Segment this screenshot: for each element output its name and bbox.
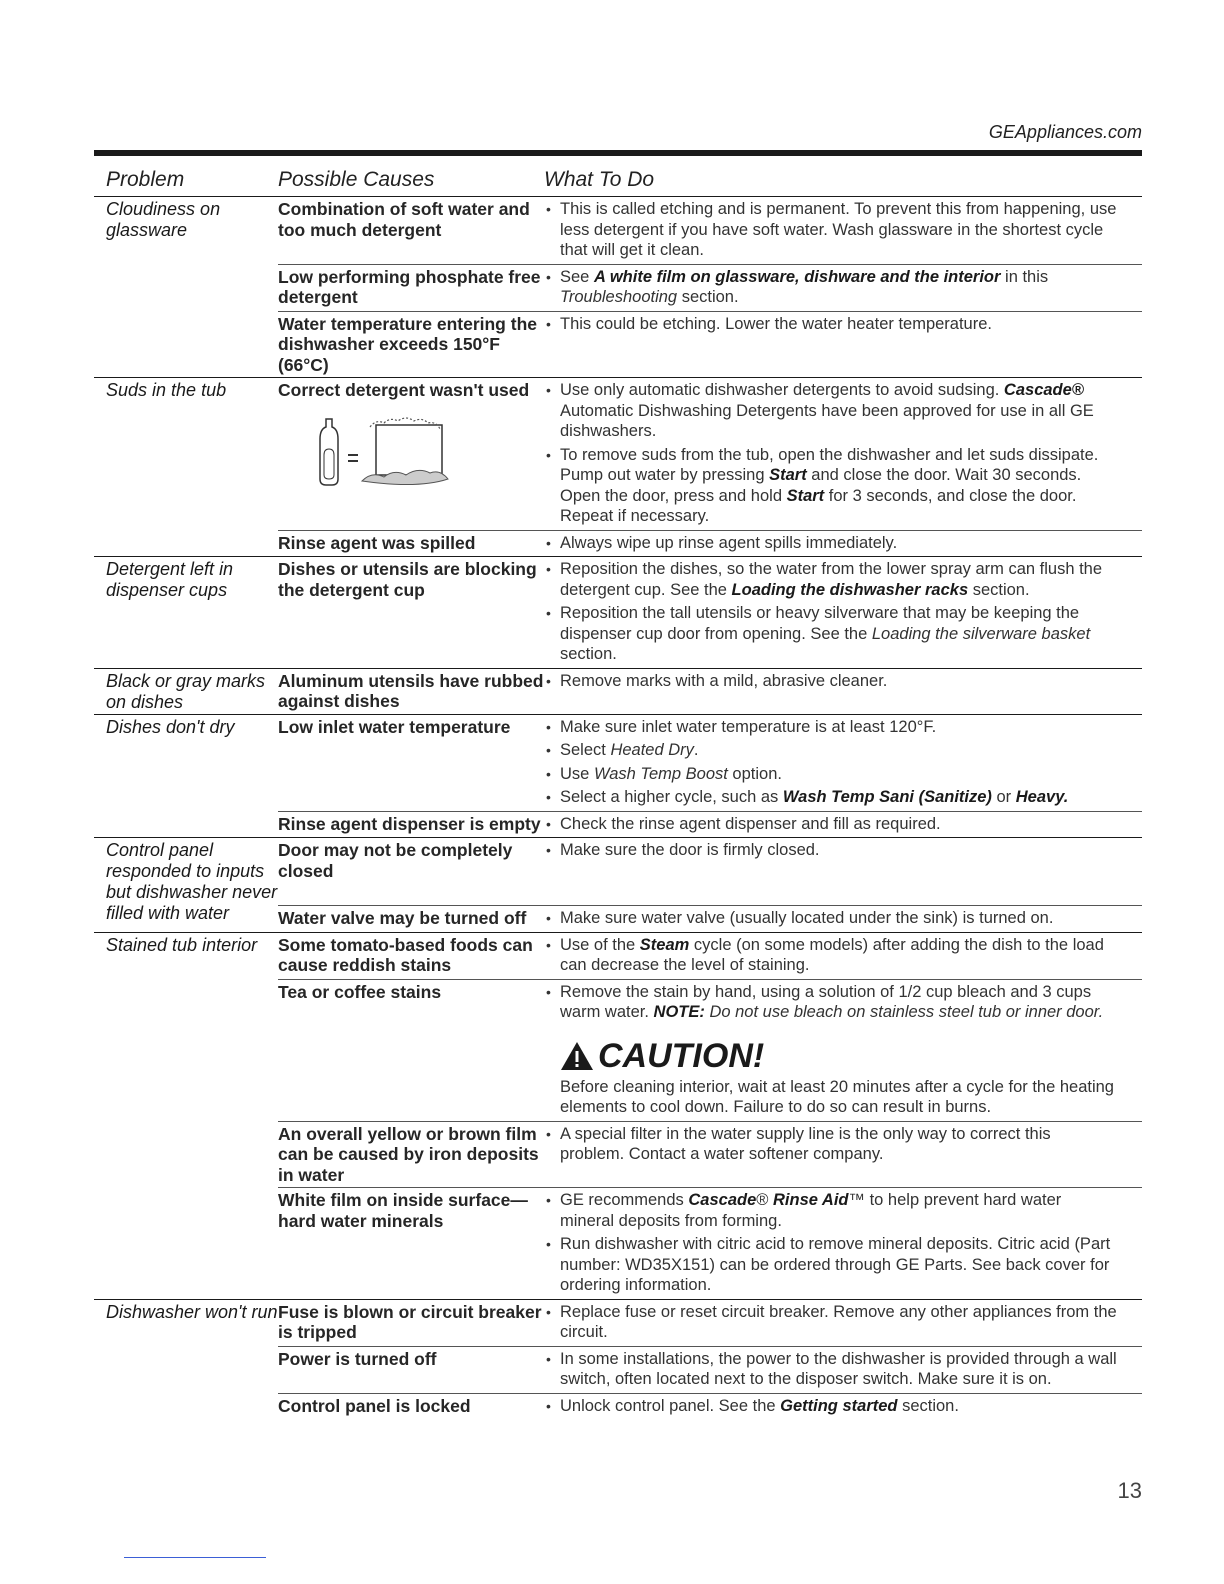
cause-text: Water valve may be turned off [278, 908, 527, 928]
todo-item: • In some installations, the power to the dishwasher is provided through a wall switch, often located next to the disposer switch. Make sure it is on. [544, 1349, 1118, 1390]
problem-label: Cloudiness on glassware [106, 199, 221, 240]
cause-text: Fuse is blown or circuit breaker is tripped [278, 1301, 542, 1342]
cause-row [278, 1346, 1142, 1393]
todo-item: • Unlock control panel. See the Getting started section. [544, 1396, 1118, 1417]
todo-item: • See A white film on glassware, dishware and the interior in this Troubleshooting section. [544, 267, 1118, 308]
todo-item: • Reposition the tall utensils or heavy silverware that may be keeping the dispenser cup door from opening. See the Loading the silverware basket section. [544, 603, 1118, 665]
table-header [94, 163, 1142, 197]
cause-text: An overall yellow or brown film can be caused by iron deposits in water [278, 1123, 539, 1185]
troubleshooting-table [94, 163, 1142, 1419]
cause-row [278, 933, 1142, 979]
problem-label: Dishwasher won't run [106, 1301, 278, 1322]
todo-item: • Use Wash Temp Boost option. [544, 764, 1118, 785]
todo-item: • Replace fuse or reset circuit breaker. Remove any other appliances from the circuit. [544, 1302, 1118, 1343]
problem-label: Stained tub interior [106, 934, 258, 955]
cause-text: Some tomato-based foods can cause reddish stains [278, 934, 533, 975]
page-number: 13 [1117, 1478, 1142, 1503]
cause-row [278, 1300, 1142, 1346]
cause-row [278, 838, 1142, 905]
todo-item: • Select a higher cycle, such as Wash Temp Sani (Sanitize) or Heavy. [544, 787, 1118, 808]
section-suds [94, 378, 1142, 557]
header-problem: Problem [106, 167, 185, 191]
problem-label: Detergent left in dispenser cups [106, 559, 234, 600]
cause-row [278, 1187, 1142, 1299]
header-causes: Possible Causes [278, 167, 435, 191]
cause-row [278, 264, 1142, 311]
todo-item: • This is called etching and is permanent. To prevent this from happening, use less detergent if you have soft water. Wash glassware in the shortest cycle that will get it clean. [544, 199, 1118, 261]
detergent-suds-illustration [298, 411, 458, 493]
cause-row [278, 811, 1142, 838]
todo-item: • Use only automatic dishwasher detergents to avoid sudsing. Cascade® Automatic Dishwashing Detergents have been approved for use in all GE dishwashers. [544, 380, 1118, 442]
caution-text: Before cleaning interior, wait at least 20 minutes after a cycle for the heating elements to cool down. Failure to do so can result in burns. [560, 1077, 1114, 1116]
cause-text: Power is turned off [278, 1348, 437, 1369]
header-todo: What To Do [544, 167, 655, 191]
todo-item: • Make sure water valve (usually located under the sink) is turned on. [544, 908, 1118, 929]
cause-text: Water temperature entering the dishwasher exceeds 150°F (66°C) [278, 313, 537, 375]
site-url: GEAppliances.com [988, 122, 1142, 142]
cause-text: Rinse agent was spilled [278, 532, 476, 553]
cause-text: Tea or coffee stains [278, 981, 442, 1002]
todo-item: • Make sure inlet water temperature is at least 120°F. [544, 717, 1118, 738]
section-detergent-left [94, 557, 1142, 669]
cause-row [278, 715, 1142, 811]
cause-row [278, 557, 1142, 668]
cause-row [278, 979, 1142, 1121]
problem-label: Suds in the tub [106, 380, 227, 400]
section-cloudiness [94, 197, 1142, 378]
footer-line [124, 1557, 266, 1558]
todo-item: • GE recommends Cascade® Rinse Aid™ to help prevent hard water mineral deposits from forming. [544, 1190, 1118, 1231]
cause-row [278, 311, 1142, 378]
problem-label: Control panel responded to inputs but dishwasher never filled with water [106, 840, 278, 923]
cause-text: Low performing phosphate free detergent [278, 266, 541, 307]
problem-label: Dishes don't dry [106, 716, 235, 737]
todo-item: • Make sure the door is firmly closed. [544, 840, 1118, 861]
caution-title: CAUTION! [598, 1036, 765, 1075]
todo-item: • To remove suds from the tub, open the dishwasher and let suds dissipate. Pump out water by pressing Start and close the door. Wait 30 seconds. Open the door, press and hold Start for 3 seconds, and close the door. Repeat if necessary. [544, 445, 1118, 527]
cause-row [278, 197, 1142, 264]
todo-item: • Always wipe up rinse agent spills immediately. [544, 533, 1118, 554]
cause-row [278, 1393, 1142, 1420]
cause-text: Correct detergent wasn't used [278, 378, 544, 530]
section-stained-tub [94, 933, 1142, 1300]
cause-text: Dishes or utensils are blocking the detergent cup [278, 559, 537, 600]
warning-triangle-icon [560, 1041, 594, 1071]
cause-row [278, 905, 1142, 932]
top-rule [94, 150, 1142, 156]
cause-text: Control panel is locked [278, 1395, 471, 1416]
cause-text: Aluminum utensils have rubbed against dishes [278, 670, 544, 711]
section-wont-run [94, 1300, 1142, 1420]
section-dishes-dont-dry [94, 715, 1142, 839]
cause-row [278, 669, 1142, 714]
todo-item: • Remove the stain by hand, using a solution of 1/2 cup bleach and 3 cups warm water. NOTE: Do not use bleach on stainless steel tub or inner door. [544, 982, 1118, 1023]
cause-row [278, 378, 1142, 530]
caution-box [544, 1037, 1118, 1118]
todo-item: • A special filter in the water supply line is the only way to correct this problem. Contact a water softener company. [544, 1124, 1118, 1165]
todo-item: • Run dishwasher with citric acid to remove mineral deposits. Citric acid (Part number: WD35X151) can be ordered through GE Parts. See back cover for ordering information. [544, 1234, 1118, 1296]
cause-text: Rinse agent dispenser is empty [278, 813, 541, 834]
todo-item: • Remove marks with a mild, abrasive cleaner. [544, 671, 1118, 692]
section-black-marks [94, 669, 1142, 715]
problem-label: Black or gray marks on dishes [106, 670, 266, 712]
todo-item: • Use of the Steam cycle (on some models) after adding the dish to the load can decrease the level of staining. [544, 935, 1118, 976]
todo-item: • This could be etching. Lower the water heater temperature. [544, 314, 1118, 335]
cause-row [278, 530, 1142, 557]
todo-item: • Check the rinse agent dispenser and fill as required. [544, 814, 1118, 835]
cause-row [278, 1121, 1142, 1188]
todo-item: • Select Heated Dry. [544, 740, 1118, 761]
section-never-filled [94, 838, 1142, 933]
cause-text: Combination of soft water and too much detergent [278, 199, 530, 240]
cause-text: Low inlet water temperature [278, 716, 511, 737]
cause-text: White film on inside surface— hard water minerals [278, 1190, 528, 1231]
cause-text: Door may not be completely closed [278, 840, 513, 881]
todo-item: • Reposition the dishes, so the water from the lower spray arm can flush the detergent cup. See the Loading the dishwasher racks section. [544, 559, 1118, 600]
